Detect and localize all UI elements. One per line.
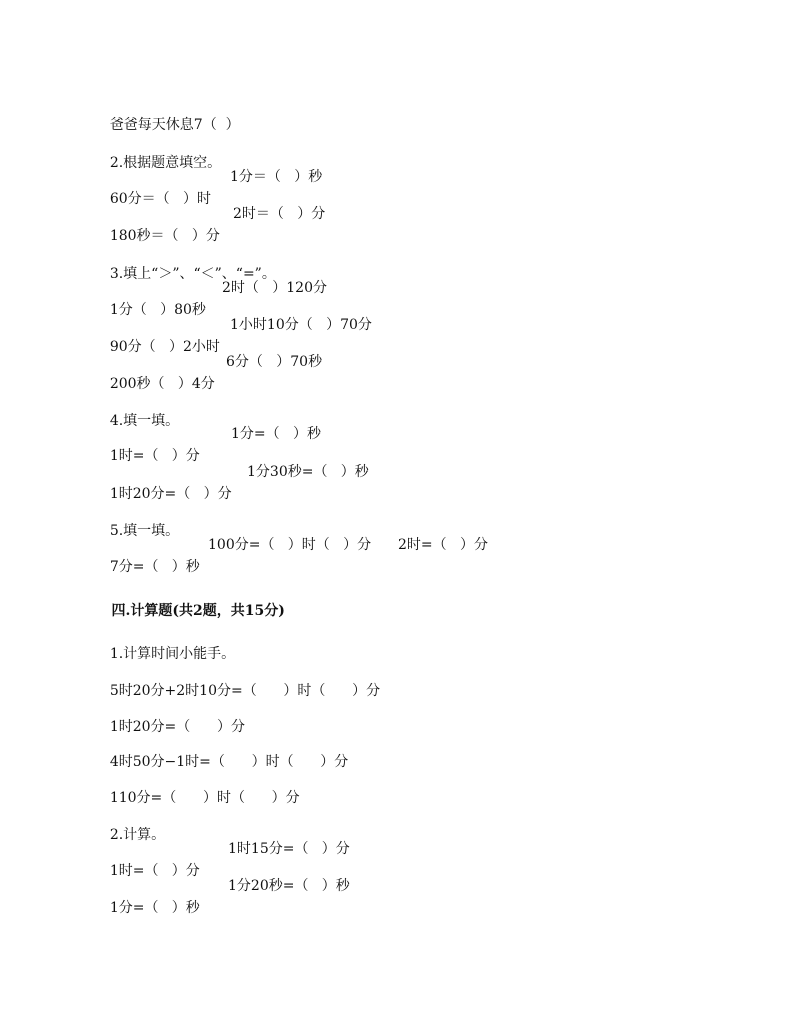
- exercise-item: 1时15分=（ ）分: [228, 841, 350, 857]
- exercise-item: 1分20秒=（ ）秒: [228, 878, 350, 894]
- question-3-title: [92, 241, 276, 282]
- question-title-text: 2.计算。: [109, 827, 166, 843]
- exercise-item: 1分=（ ）秒: [231, 426, 321, 442]
- exercise-item: 1分30秒=（ ）秒: [247, 464, 369, 480]
- exercise-item: 2时（ ）120分: [222, 280, 327, 296]
- exercise-row: [92, 694, 245, 735]
- exercise-item: 7分=（ ）秒: [109, 559, 200, 575]
- calc-question-1-title: [92, 621, 236, 662]
- exercise-row: [92, 423, 321, 464]
- exercise-item: 110分=（ ）时（ ）分: [109, 790, 300, 806]
- exercise-row: [92, 838, 350, 879]
- exercise-item: 1时=（ ）分: [109, 448, 200, 464]
- exercise-item: 200秒（ ）4分: [109, 376, 215, 392]
- exercise-row: [92, 203, 326, 244]
- exercise-item: 1小时10分（ ）70分: [230, 317, 372, 333]
- exercise-row: [92, 277, 327, 318]
- question-line-rest: [92, 92, 240, 133]
- exercise-row: [92, 166, 323, 207]
- question-title-text: 2.根据题意填空。: [109, 155, 222, 171]
- exercise-item: 4时50分−1时=（ ）时（ ）分: [109, 754, 349, 770]
- question-title-text: 3.填上“＞”、“＜”、“=”。: [109, 266, 276, 282]
- exercise-item: 1时20分=（ ）分: [109, 719, 245, 735]
- exercise-item: 1分＝（ ）秒: [230, 169, 323, 185]
- question-title-text: 5.填一填。: [109, 523, 180, 539]
- exercise-item: 5时20分+2时10分=（ ）时（ ）分: [109, 683, 381, 699]
- exercise-item: 60分＝（ ）时: [109, 191, 211, 207]
- exercise-item: 90分（ ）2小时: [109, 339, 220, 355]
- exercise-item: 1分=（ ）秒: [109, 900, 200, 916]
- exercise-row: [92, 534, 488, 575]
- exercise-row: [92, 461, 369, 502]
- exercise-item: 100分=（ ）时（ ）分: [208, 537, 372, 553]
- exercise-item: 2时=（ ）分: [398, 537, 488, 553]
- question-2-title: [92, 130, 222, 171]
- exercise-item: 180秒＝（ ）分: [109, 228, 220, 244]
- exercise-row: [92, 875, 350, 916]
- exercise-row: [92, 729, 349, 770]
- exercise-item: 1分（ ）80秒: [109, 302, 206, 318]
- question-title-text: 4.填一填。: [109, 413, 180, 429]
- section-four-heading: [92, 578, 285, 619]
- exercise-item: 1时20分=（ ）分: [109, 486, 232, 502]
- question-5-title: [92, 498, 180, 539]
- exercise-row: [92, 314, 372, 355]
- question-text: 爸爸每天休息7（ ）: [109, 117, 240, 133]
- exercise-row: [92, 351, 323, 392]
- exercise-row: [92, 658, 381, 699]
- exercise-item: 2时＝（ ）分: [233, 206, 326, 222]
- calc-question-2-title: [92, 802, 166, 843]
- exercise-item: 6分（ ）70秒: [226, 354, 323, 370]
- question-4-title: [92, 388, 180, 429]
- question-title-text: 1.计算时间小能手。: [109, 646, 236, 662]
- exercise-row: [92, 765, 300, 806]
- section-heading-text: 四.计算题(共2题，共15分): [111, 603, 285, 619]
- exercise-item: 1时=（ ）分: [109, 863, 200, 879]
